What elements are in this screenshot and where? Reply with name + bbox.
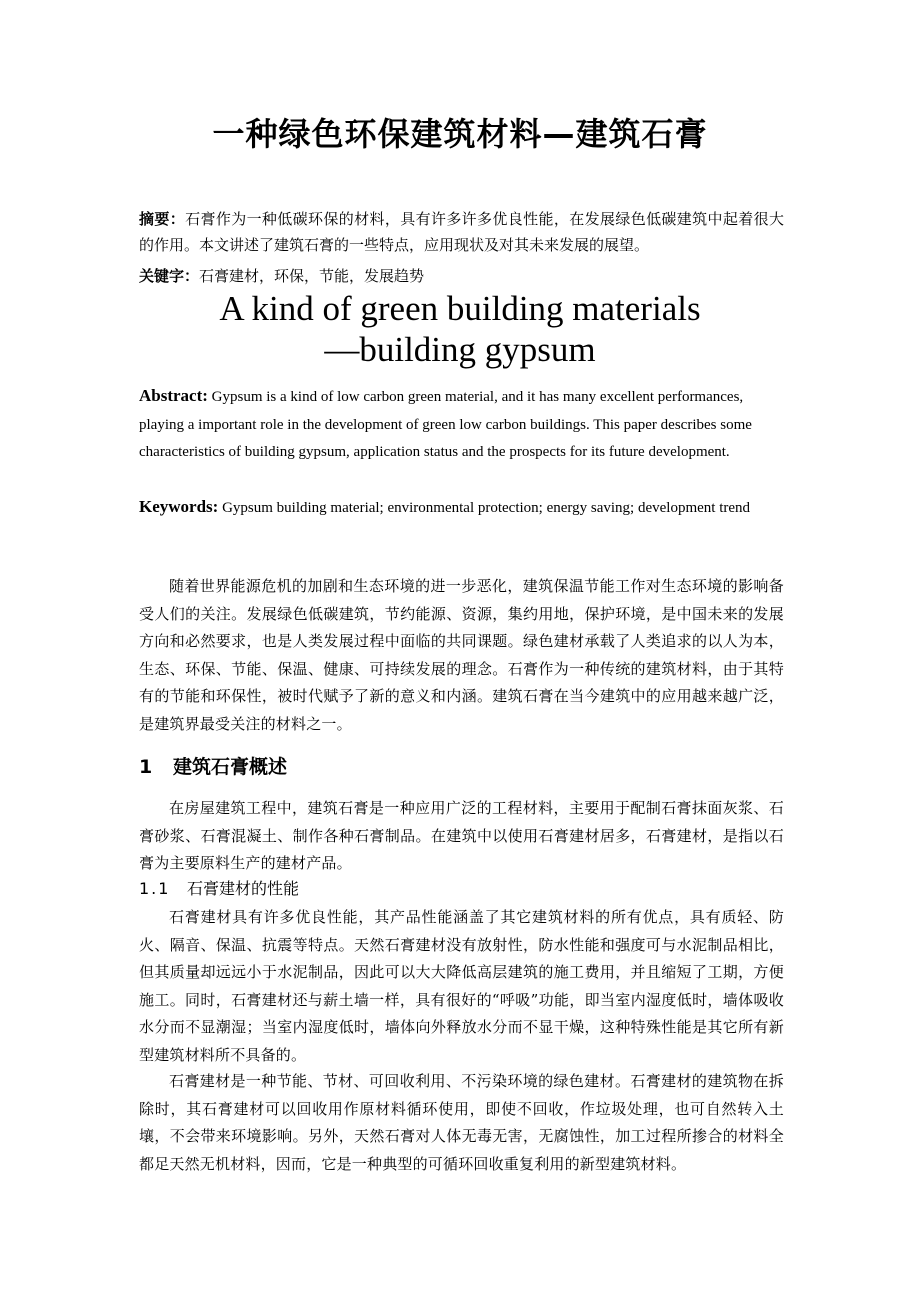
chinese-title: 一种绿色环保建筑材料—建筑石膏 xyxy=(212,115,708,153)
english-keywords-label: Keywords: xyxy=(139,497,219,516)
section-1-paragraph: 在房屋建筑工程中，建筑石膏是一种应用广泛的工程材料，主要用于配制石膏抹面灰浆、石膏砂浆、石膏混凝土、制作各种石膏制品。在建筑中以使用石膏建材居多，石膏建材，是指以石膏为主要原料生产的建材产品。 xyxy=(139,799,784,872)
chinese-abstract-label: 摘要： xyxy=(139,210,186,228)
english-abstract xyxy=(139,382,779,467)
section-1-1-heading xyxy=(139,876,299,902)
english-keywords xyxy=(139,493,779,523)
english-title-line1: A kind of green building materials xyxy=(219,289,701,328)
intro-paragraph: 随着世界能源危机的加剧和生态环境的进一步恶化，建筑保温节能工作对生态环境的影响备受人们的关注。发展绿色低碳建筑，节约能源、资源，集约用地，保护环境，是中国未来的发展方向和必然要求，也是人类发展过程中面临的共同课题。绿色建材承载了人类追求的以人为本，生态、环保、节能、保温、健康、可持续发展的理念。石膏作为一种传统的建筑材料，由于其特有的节能和环保性，被时代赋予了新的意义和内涵。建筑石膏在当今建筑中的应用越来越广泛，是建筑界最受关注的材料之一。 xyxy=(139,577,784,733)
chinese-keywords-label: 关键字： xyxy=(139,267,200,285)
english-keywords-text: Gypsum building material; environmental protection; energy saving; development trend xyxy=(222,500,751,516)
section-1-1-paragraph-2: 石膏建材是一种节能、节材、可回收利用、不污染环境的绿色建材。石膏建材的建筑物在拆除时，其石膏建材可以回收用作原材料循环使用，即使不回收，作垃圾处理，也可自然转入土壤，不会带来环境影响。另外，天然石膏对人体无毒无害，无腐蚀性，加工过程所掺合的材料全都足天然无机材料，因而，它是一种典型的可循环回收重复利用的新型建筑材料。 xyxy=(139,1072,784,1173)
section-1-1-number: 1.1 xyxy=(139,879,171,898)
section-1-1-title: 石膏建材的性能 xyxy=(187,879,300,898)
chinese-keywords xyxy=(139,264,784,288)
section-1-heading xyxy=(139,752,287,782)
english-abstract-text: Gypsum is a kind of low carbon green material, and it has many excellent performances, playing a important role in the development of green low carbon buildings. This paper describes some characteristics of building gypsum, application status and the prospects for its future development. xyxy=(139,389,752,460)
section-1-title: 建筑石膏概述 xyxy=(173,756,288,778)
chinese-abstract-text: 石膏作为一种低碳环保的材料，具有许多许多优良性能，在发展绿色低碳建筑中起着很大的作用。本文讲述了建筑石膏的一些特点，应用现状及对其未来发展的展望。 xyxy=(139,210,784,254)
section-1-1-paragraph-1: 石膏建材具有许多优良性能，其产品性能涵盖了其它建筑材料的所有优点，具有质轻、防火、隔音、保温、抗震等特点。天然石膏建材没有放射性，防水性能和强度可与水泥制品相比，但其质量却远远小于水泥制品，因此可以大大降低高层建筑的施工费用，并且缩短了工期，方便施工。同时，石膏建材还与薪土墙一样，具有很好的“呼吸”功能，即当室内湿度低时，墙体吸收水分而不显潮湿；当室内湿度低时，墙体向外释放水分而不显干燥，这种特殊性能是其它所有新型建筑材料所不具备的。 xyxy=(139,908,784,1064)
english-abstract-label: Abstract: xyxy=(139,386,208,405)
chinese-abstract xyxy=(139,206,784,258)
english-title xyxy=(0,288,920,370)
section-1-number: 1 xyxy=(139,756,153,778)
english-title-line2: —building gypsum xyxy=(324,330,596,369)
chinese-keywords-text: 石膏建材，环保，节能，发展趋势 xyxy=(199,267,425,285)
